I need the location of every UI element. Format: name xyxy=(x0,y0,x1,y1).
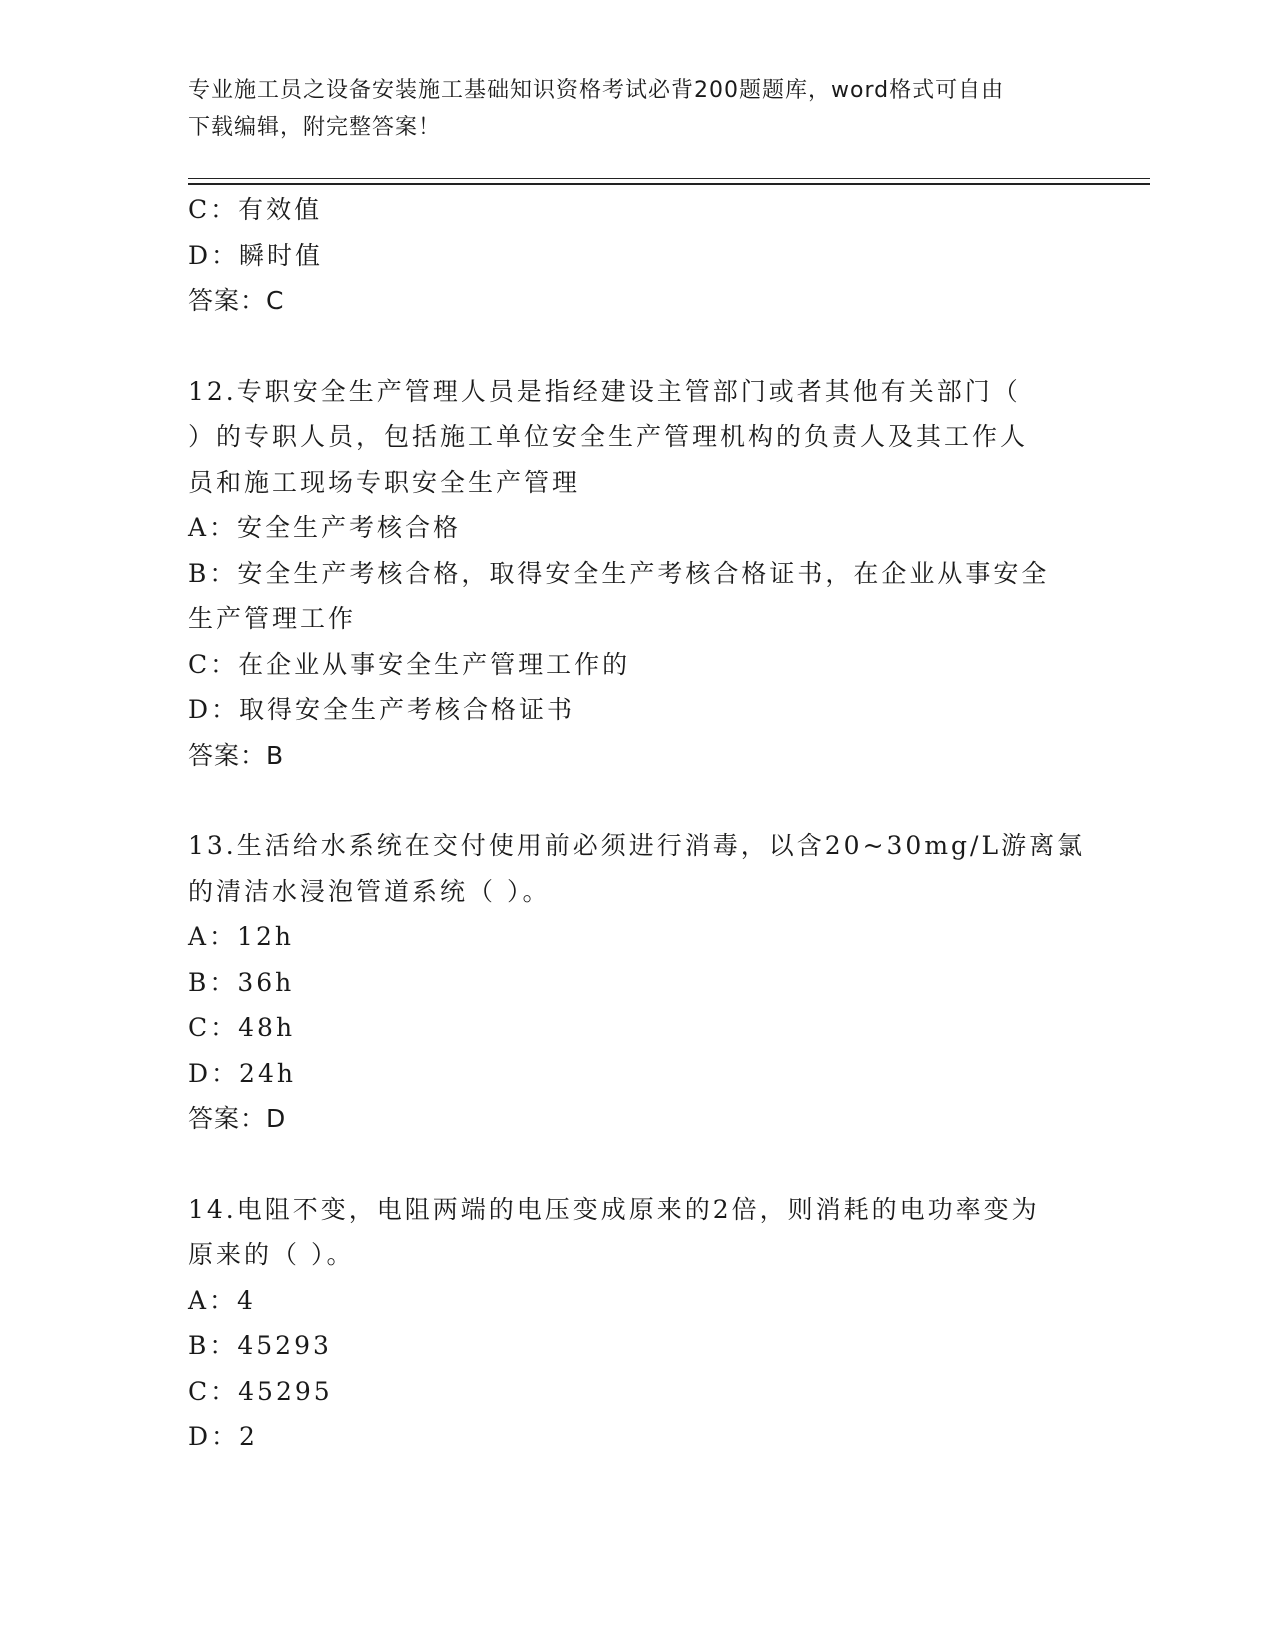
option-b: B：安全生产考核合格，取得安全生产考核合格证书，在企业从事安全 xyxy=(188,558,1050,588)
option-d: D：取得安全生产考核合格证书 xyxy=(188,695,576,724)
option-a: A：4 xyxy=(188,1285,256,1315)
answer-line: 答案：C xyxy=(188,286,285,315)
spacer xyxy=(188,1142,1088,1187)
question-text-line: ）的专职人员，包括施工单位安全生产管理机构的负责人及其工作人 xyxy=(188,422,1029,451)
header-line-1: 专业施工员之设备安装施工基础知识资格考试必背200题题库，word格式可自由 xyxy=(188,78,1005,103)
answer-line: 答案：D xyxy=(188,1104,287,1133)
option-c: C：45295 xyxy=(188,1376,333,1406)
prev-question-tail xyxy=(188,187,1088,324)
document-body xyxy=(188,187,1088,1460)
question-12 xyxy=(188,369,1088,779)
option-c: C：有效值 xyxy=(188,195,323,224)
question-14 xyxy=(188,1187,1088,1460)
answer-line: 答案：B xyxy=(188,740,285,770)
option-b-continued: 生产管理工作 xyxy=(188,604,357,633)
question-text-line: 的清洁水浸泡管道系统（ ）。 xyxy=(188,876,551,906)
question-text-line: 14.电阻不变，电阻两端的电压变成原来的2倍，则消耗的电功率变为 xyxy=(188,1194,1040,1224)
option-b: B：45293 xyxy=(188,1331,332,1360)
question-text-line: 12.专职安全生产管理人员是指经建设主管部门或者其他有关部门（ xyxy=(188,376,1021,406)
header-divider-thin xyxy=(188,178,1150,179)
option-a: A：安全生产考核合格 xyxy=(188,513,462,542)
option-b: B：36h xyxy=(188,967,295,997)
option-d: D：2 xyxy=(188,1422,258,1451)
document-header xyxy=(188,72,1068,146)
option-a: A：12h xyxy=(188,922,294,951)
option-d: D：24h xyxy=(188,1058,296,1088)
question-text-line: 原来的（ ）。 xyxy=(188,1240,355,1269)
question-text-line: 员和施工现场专职安全生产管理 xyxy=(188,467,581,497)
spacer xyxy=(188,778,1088,823)
header-line-2: 下载编辑，附完整答案！ xyxy=(188,115,442,140)
option-d: D：瞬时值 xyxy=(188,240,324,270)
option-c: C：48h xyxy=(188,1013,296,1042)
spacer xyxy=(188,324,1088,369)
question-13 xyxy=(188,823,1088,1142)
option-c: C：在企业从事安全生产管理工作的 xyxy=(188,649,631,679)
question-text-line: 13.生活给水系统在交付使用前必须进行消毒，以含20~30mg/L游离氯 xyxy=(188,831,1086,860)
header-divider-thick xyxy=(188,183,1150,185)
